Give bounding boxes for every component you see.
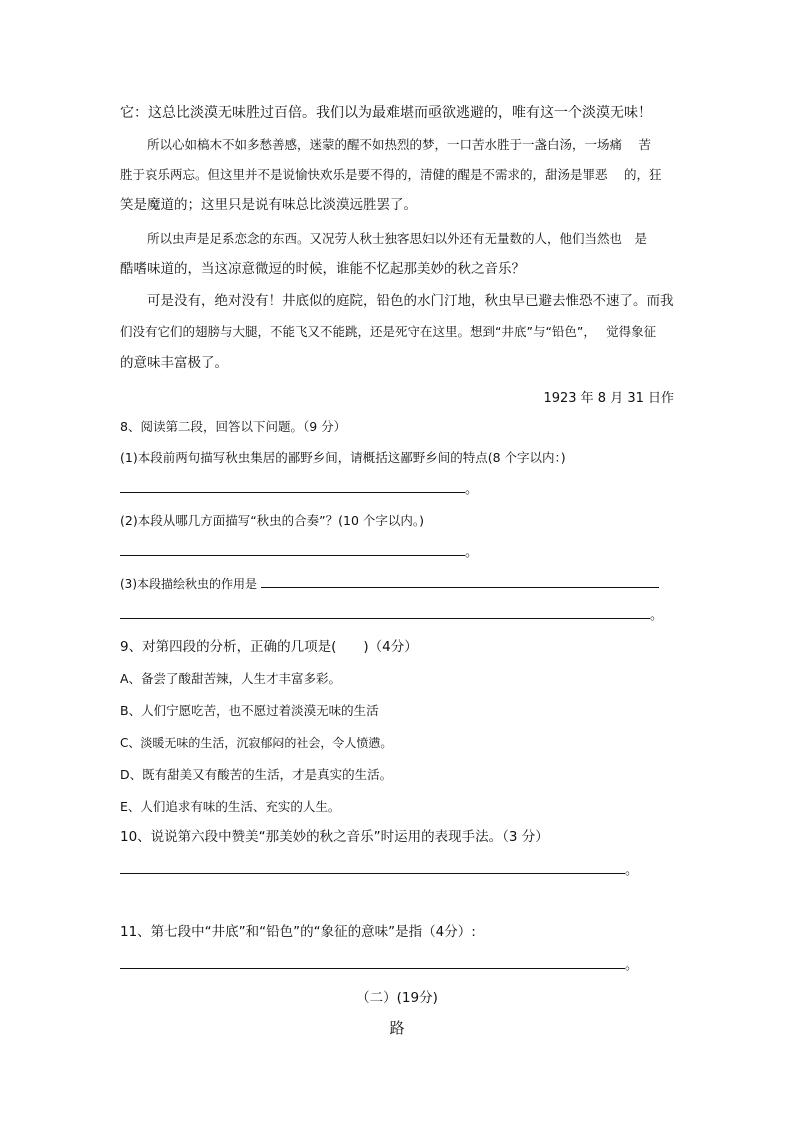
answer-blank[interactable] [120,606,650,619]
answer-line-8-1[interactable] [120,480,478,499]
answer-blank[interactable] [120,480,465,493]
paragraph-3-line: 所以虫声是足系恋念的东西。又况劳人秋士独客思妇以外还有无量数的人，他们当然也 是 [147,231,648,246]
question-8: 8、阅读第二段，回答以下问题。（9 分） [120,419,347,434]
answer-line-11[interactable] [120,956,638,975]
section-title: 路 [389,1019,405,1037]
paragraph-1-line: 它：这总比淡漠无味胜过百倍。我们以为最难堪而亟欲逃避的，唯有这一个淡漠无味！ [120,105,652,121]
answer-line-8-3[interactable] [120,606,663,625]
question-8-1: (1)本段前两句描写秋虫集居的鄙野乡间，请概括这鄙野乡间的特点(8 个字以内：) [120,450,566,465]
answer-blank[interactable] [120,861,625,874]
question-8-2: (2)本段从哪几方面描写“秋虫的合奏”？(10 个字以内。) [120,513,425,528]
answer-line-10[interactable] [120,861,638,880]
period: 。 [465,482,479,497]
paragraph-4-line: 们没有它们的翅膀与大腿，不能飞又不能跳，还是死守在这里。想到“井底”与“铅色”， 觉得象征 [120,324,657,339]
paragraph-4-line: 的意味丰富极了。 [120,355,228,371]
period: 。 [465,545,479,560]
answer-blank[interactable] [120,543,465,556]
question-9-option-a: A、备尝了酸甜苦辣，人生才丰富多彩。 [120,671,342,686]
paragraph-3-line: 酷嗜味道的，当这凉意微逗的时候，谁能不忆起那美妙的秋之音乐？ [120,261,525,277]
answer-line-8-2[interactable] [120,543,478,562]
period: 。 [650,608,664,623]
question-9: 9、对第四段的分析，正确的几项是( )（4分） [120,639,418,655]
paragraph-2-line: 所以心如槁木不如多愁善感，迷蒙的醒不如热烈的梦，一口苦水胜于一盏白汤，一场痛 苦 [147,137,651,152]
question-9-option-b: B、人们宁愿吃苦，也不愿过着淡漠无味的生活 [120,703,379,718]
paragraph-4-line: 可是没有，绝对没有！井底似的庭院，铅色的水门汀地，秋虫早已避去惟恐不速了。而我 [147,293,674,309]
passage-date: 1923 年 8 月 31 日作 [543,391,674,406]
question-9-option-c: C、淡暖无味的生活，沉寂郁闷的社会，令人愤懑。 [120,736,393,750]
paragraph-2-line: 胜于哀乐两忘。但这里并不是说愉快欢乐是要不得的，清健的醒是不需求的，甜汤是罪恶 的，狂 [120,167,662,182]
answer-blank[interactable] [261,575,659,588]
question-8-3 [120,575,659,593]
period: 。 [625,863,639,878]
question-8-3-label: (3)本段描绘秋虫的作用是 [120,577,257,591]
paragraph-2-line: 笑是魔道的；这里只是说有味总比淡漠远胜罢了。 [120,197,417,213]
answer-blank[interactable] [120,956,625,969]
question-9-option-e: E、人们追求有味的生活、充实的人生。 [120,799,341,814]
period: 。 [625,958,639,973]
question-10: 10、说说第六段中赞美“那美妙的秋之音乐”时运用的表现手法。（3 分） [120,829,549,845]
question-11: 11、第七段中“井底”和“铅色”的“象征的意味”是指（4分）: [120,924,476,940]
section-label: （二）(19分) [356,990,438,1006]
question-9-option-d: D、既有甜美又有酸苦的生活，才是真实的生活。 [120,767,393,782]
